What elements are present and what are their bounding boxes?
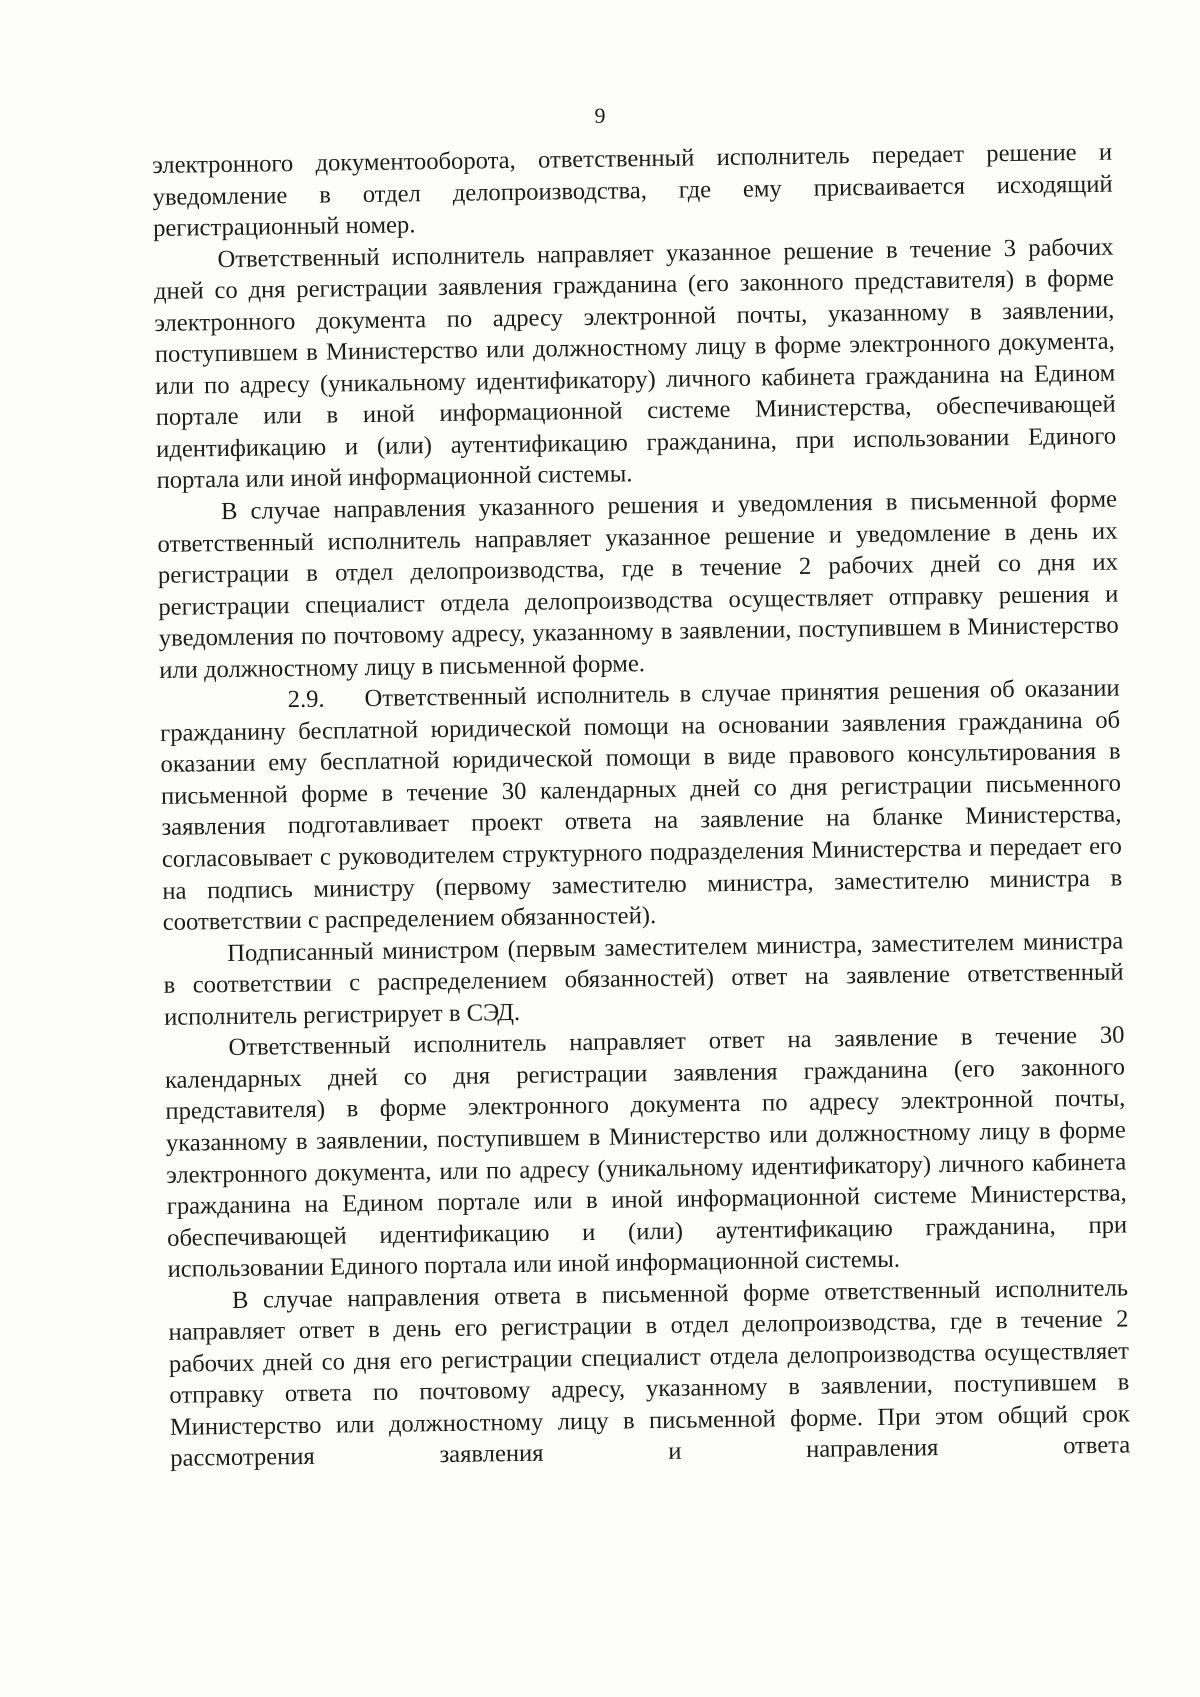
paragraph-answer-electronic: Ответственный исполнитель направляет ответ на заявление в течение 30 календарных дней со дня регистрации заявления гражданина (его законного представителя) в форме электронного документа по адресу электронной почты, указанному в заявлении, поступившем в Министерство или должностному лицу в форме электронного документа, или по адресу (уникальному идентификатору) личного кабинета гражданина на Едином портале или в иной информационной системе Министерства, обеспечивающей идентификацию и (или) аутентификацию гражданина, при использовании Единого портала или иной информационной системы.	[164, 1021, 1128, 1284]
page-number: 9	[594, 103, 606, 128]
paragraph-signed-answer: Подписанный министром (первым заместителем министра, заместителем министра в соответствии с распределением обязанностей) ответ на заявление ответственный исполнитель регистрирует в СЭД.	[163, 927, 1124, 1031]
paragraph-continuation: электронного документооборота, ответственный исполнитель передает решение и уведомление в отдел делопроизводства, где ему присваивается исходящий регистрационный номер.	[152, 138, 1113, 243]
paragraph-clause-2-9	[159, 673, 1122, 939]
clause-number: 2.9.	[287, 685, 325, 714]
paragraph-decision-written: В случае направления указанного решения и уведомления в письменной форме ответственный исполнитель направляет указанное решение и уведомление в день их регистрации в отдел делопроизводства, где в течение 2 рабочих дней со дня их регистрации специалист отдела делопроизводства осуществляет отправку решения и уведомления по почтовому адресу, указанному в заявлении, поступившем в Министерство или должностному лицу в письменной форме.	[157, 485, 1119, 684]
document-body	[152, 137, 1130, 1475]
clause-text: Ответственный исполнитель в случае принятия решения об оказании гражданину бесплатной юридической помощи на основании заявления гражданина об оказании ему бесплатной юридической помощи в виде правового консультирования в письменной форме в течение 30 календарных дней со дня регистрации письменного заявления подготавливает проект ответа на заявление на бланке Министерства, согласовывает с руководителем структурного подразделения Министерства и передает его на подпись министру (первому заместителю министра, заместителю министра в соответствии с распределением обязанностей).	[159, 674, 1123, 937]
paragraph-decision-electronic: Ответственный исполнитель направляет указанное решение в течение 3 рабочих дней со дня регистрации заявления гражданина (его законного представителя) в форме электронного документа по адресу электронной почты, указанному в заявлении, поступившем в Министерство или должностному лицу в форме электронного документа, или по адресу (уникальному идентификатору) личного кабинета гражданина на Едином портале или в иной информационной системе Министерства, обеспечивающей идентификацию и (или) аутентификацию гражданина, при использовании Единого портала или иной информационной системы.	[153, 233, 1117, 495]
paragraph-answer-written: В случае направления ответа в письменной форме ответственный исполнитель направляет ответ в день его регистрации в отдел делопроизводства, где в течение 2 рабочих дней со дня его регистрации специалист отдела делопроизводства осуществляет отправку ответа по почтовому адресу, указанному в заявлении, поступившем в Министерство или должностному лицу в письменной форме. При этом общий срок рассмотрения заявления и направления ответа	[168, 1274, 1131, 1473]
